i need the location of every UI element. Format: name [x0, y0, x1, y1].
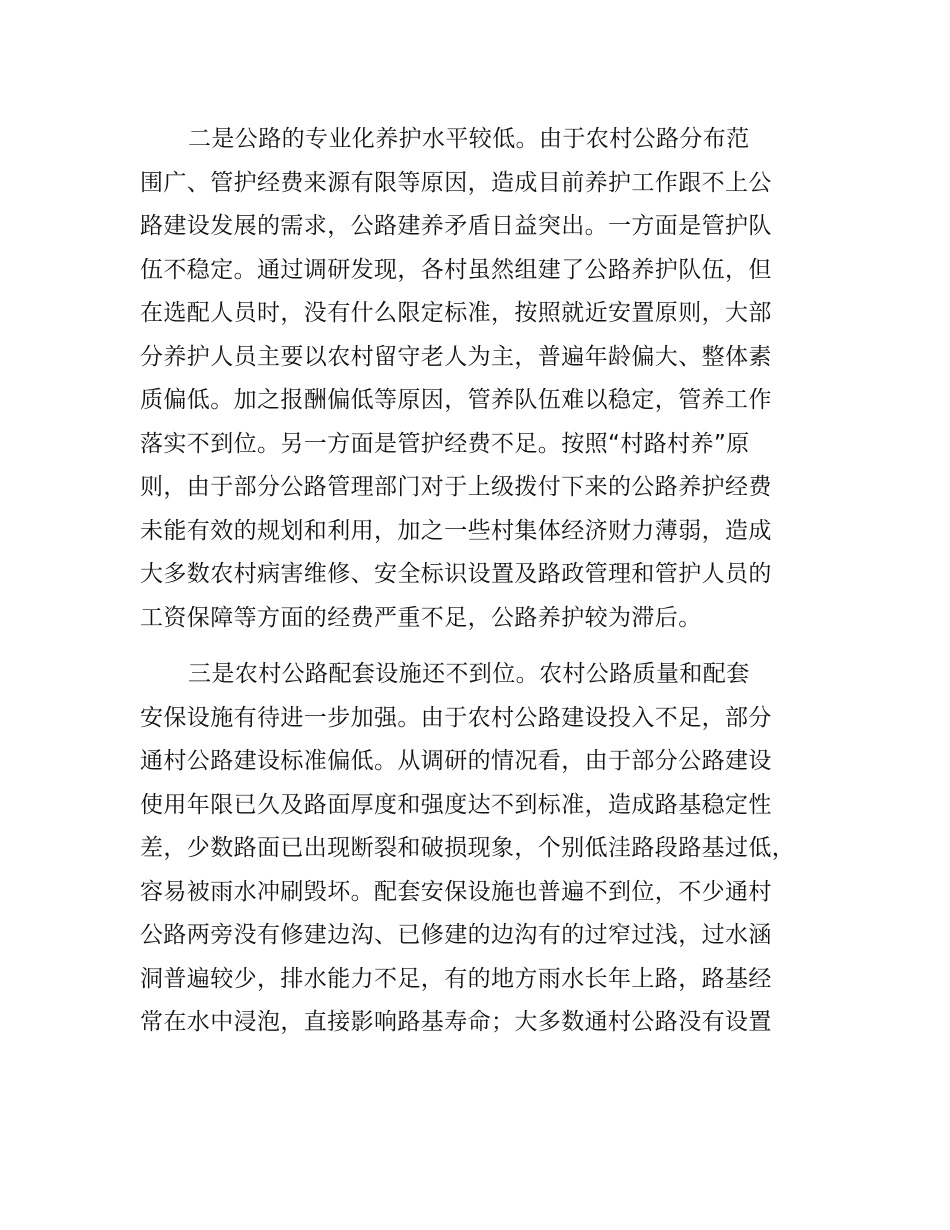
text-line: 则，由于部分公路管理部门对于上级拨付下来的公路养护经费 — [140, 474, 772, 500]
text-line: 伍不稳定。通过调研发现，各村虽然组建了公路养护队伍，但 — [140, 256, 772, 283]
paragraph-road-maintenance — [140, 118, 840, 640]
text-line: 差，少数路面已出现断裂和破损现象，个别低洼路段路基过低， — [140, 835, 796, 861]
text-line: 围广、管护经费来源有限等原因，造成目前养护工作跟不上公 — [140, 169, 772, 196]
text-line: 未能有效的规划和利用，加之一些村集体经济财力薄弱，造成 — [140, 517, 772, 544]
text-line: 工资保障等方面的经费严重不足，公路养护较为滞后。 — [140, 604, 702, 631]
text-line: 公路两旁没有修建边沟、已修建的边沟有的过窄过浅，过水涵 — [140, 922, 772, 948]
text-line: 三是农村公路配套设施还不到位。农村公路质量和配套 — [188, 661, 750, 687]
text-line: 通村公路建设标准偏低。从调研的情况看，由于部分公路建设 — [140, 748, 772, 774]
text-line: 使用年限已久及路面厚度和强度达不到标准，造成路基稳定性 — [140, 791, 772, 818]
text-line: 路建设发展的需求，公路建养矛盾日益突出。一方面是管护队 — [140, 213, 772, 239]
text-line: 在选配人员时，没有什么限定标准，按照就近安置原则，大部 — [140, 300, 772, 326]
text-line: 质偏低。加之报酬偏低等原因，管养队伍难以稳定，管养工作 — [140, 387, 772, 413]
text-line: 二是公路的专业化养护水平较低。由于农村公路分布范 — [188, 126, 750, 152]
paragraph-supporting-facilities — [140, 653, 840, 1045]
text-line: 分养护人员主要以农村留守老人为主，普遍年龄偏大、整体素 — [140, 343, 772, 370]
text-line: 落实不到位。另一方面是管护经费不足。按照“村路村养”原 — [140, 430, 750, 457]
text-line: 安保设施有待进一步加强。由于农村公路建设投入不足，部分 — [140, 704, 772, 731]
text-line: 常在水中浸泡，直接影响路基寿命；大多数通村公路没有设置 — [140, 1009, 772, 1035]
text-line: 大多数农村病害维修、安全标识设置及路政管理和管护人员的 — [140, 561, 772, 587]
text-line: 洞普遍较少，排水能力不足，有的地方雨水长年上路，路基经 — [140, 965, 772, 992]
text-line: 容易被雨水冲刷毁坏。配套安保设施也普遍不到位，不少通村 — [140, 878, 772, 905]
